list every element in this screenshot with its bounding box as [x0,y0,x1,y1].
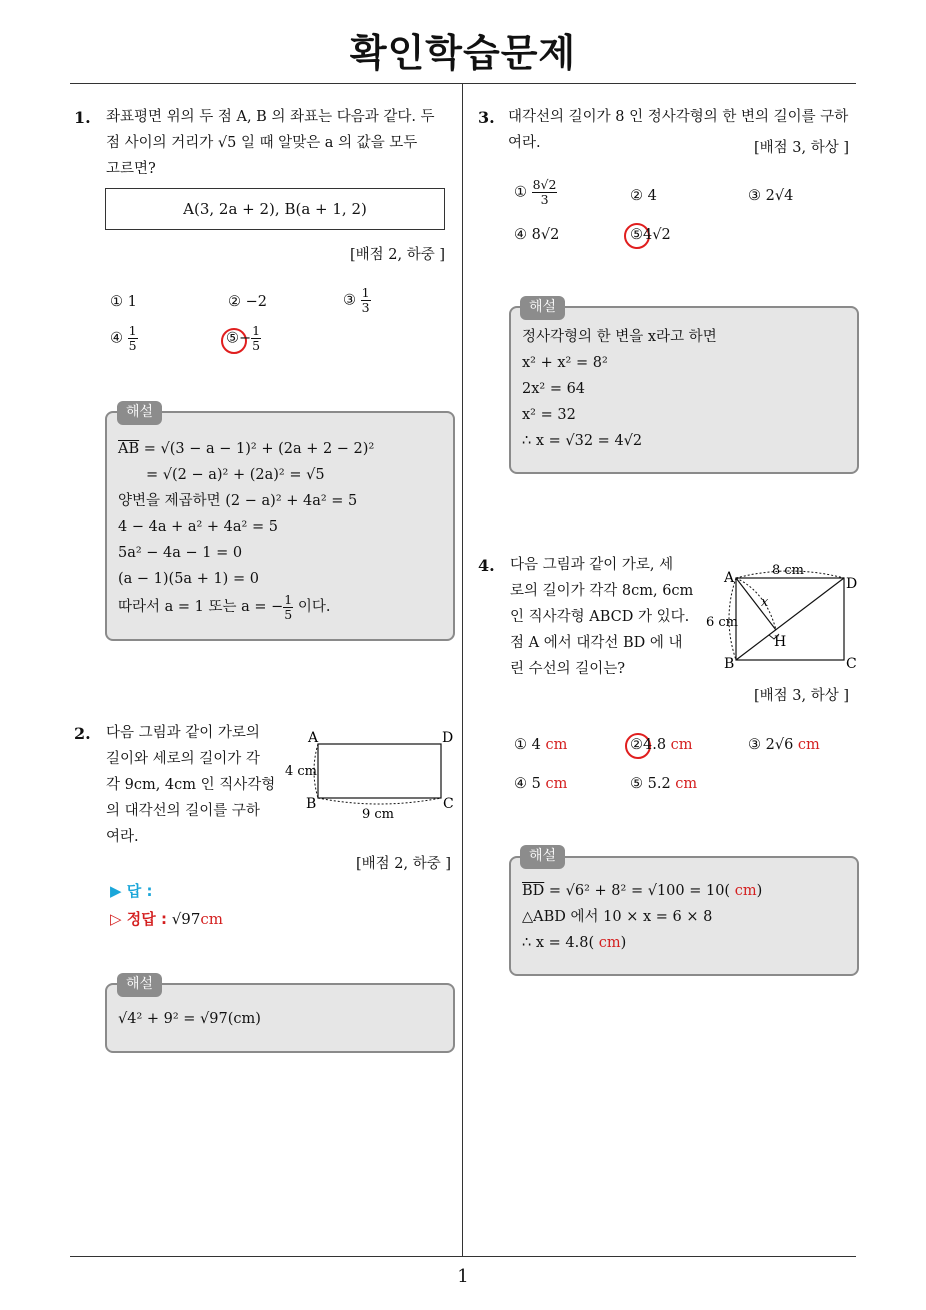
q3-solution-tag: 해설 [520,296,565,320]
width-label: 9 cm [362,807,395,822]
height-label: 6 cm [706,615,739,630]
question-2-number: 2. [74,724,91,743]
question-3-score: [배점 3, 하상 ] [754,140,850,156]
width-label: 8 cm [772,563,805,578]
q4-choice-3[interactable]: ③ 2√6 cm [748,737,820,753]
question-1-line: 고르면? [106,161,156,177]
question-3-number: 3. [478,108,495,127]
vertex-label-a: A [308,730,319,746]
q1-choice-1[interactable]: ① 1 [110,294,137,310]
q1-choice-3[interactable]: ③ $\frac{1}{3}$ [343,285,370,315]
q2-correct-answer: ▷ 정답 : √97cm [110,910,224,928]
q3-choice-1[interactable]: ① $\frac{8√2}{3}$ [514,177,557,207]
header-rule [70,83,856,84]
page-number: 1 [457,1266,469,1287]
foot-label-h: H [774,634,787,650]
q4-solution-tag: 해설 [520,845,565,869]
question-1-score: [배점 2, 하중 ] [350,247,446,263]
q2-solution-tag: 해설 [117,973,162,997]
question-1-line: 점 사이의 거리가 √5 일 때 알맞은 a 의 값을 모두 [106,135,418,151]
vertex-label-d: D [442,730,454,746]
question-1-text [106,104,456,182]
q3-choice-3[interactable]: ③ 2√4 [748,188,794,204]
height-label: 4 cm [285,764,318,779]
footer-rule [70,1256,856,1257]
vertex-label-c: C [443,796,454,812]
question-2-score: [배점 2, 하중 ] [356,856,452,872]
question-4-text: 다음 그림과 같이 가로, 세 로의 길이가 각각 8cm, 6cm 인 직사각형 ABCD 가 있다. 점 A 에서 대각선 BD 에 내 린 수선의 길이는? [510,557,694,677]
q4-choice-4[interactable]: ④ 5 cm [514,776,568,792]
vertex-label-b: B [724,656,735,672]
q3-choice-4[interactable]: ④ 8√2 [514,227,560,243]
question-2-rectangle-figure [282,726,460,822]
question-2-text: 다음 그림과 같이 가로의 길이와 세로의 길이가 각 각 9cm, 4cm 인 직사각형 의 대각선의 길이를 구하 여라. [106,725,276,845]
question-3-text: 대각선의 길이가 8 인 정사각형의 한 변의 길이를 구하 여라. [508,109,849,151]
q3-choice-5[interactable]: ⑤4√2 [630,227,671,243]
q4-choice-1[interactable]: ① 4 cm [514,737,568,753]
length-label-x: x [761,595,769,610]
q4-choice-2[interactable]: ②4.8 cm [630,737,693,753]
q1-choice-4[interactable]: ④ $\frac{1}{5}$ [110,323,137,353]
q2-solution-body: √4² + 9² = √97(cm) [118,1011,261,1027]
vertex-label-c: C [846,656,857,672]
question-4-number: 4. [478,556,495,575]
page-title: 확인학습문제 [349,31,577,75]
vertex-label-b: B [306,796,317,812]
q1-solution-body: $\overline{AB} = √(3 - a - 1)^2 + (2a + 2 - 2)^2$ = √(2 − a)² + (2a)² = √5 양변을 제곱하면 (2 − a)² + 4a² = 5 4 − 4a + a² + 4a² = 5 5a² − 4a − 1 = 0 (a − 1)(5a + 1) = 0 따라서 a = 1 또는 a = − $\frac{1}{5}$ 이다. [118,441,375,622]
q3-choice-2[interactable]: ② 4 [630,188,657,204]
question-1-line: 좌표평면 위의 두 점 A, B 의 좌표는 다음과 같다. 두 [106,109,435,125]
question-4-score: [배점 3, 하상 ] [754,688,850,704]
q4-choice-5[interactable]: ⑤ 5.2 cm [630,776,698,792]
column-divider [462,84,463,1256]
q3-solution-body: 정사각형의 한 변을 x라고 하면 x² + x² = 8² 2x² = 64 x² = 32 ∴ x = √32 = 4√2 [522,329,717,449]
vertex-label-a: A [724,570,735,586]
q1-choice-2[interactable]: ② −2 [228,294,267,310]
question-1-number: 1. [74,108,91,127]
q4-solution-body: $\overline{BD} = √6^2 + 8^2 = √100 = 10$( cm) △ABD 에서 10 × x = 6 × 8 ∴ x = 4.8( cm) [522,883,763,951]
q1-solution-tag: 해설 [117,401,162,425]
question-4-rectangle-figure [700,558,865,676]
q1-choice-5[interactable]: ⑤− $\frac{1}{5}$ [226,323,261,353]
q2-answer-label: ▶ 답 : [110,882,153,900]
vertex-label-d: D [846,576,858,592]
question-1-coordinate-box: A(3, 2a + 2), B(a + 1, 2) [105,188,445,230]
